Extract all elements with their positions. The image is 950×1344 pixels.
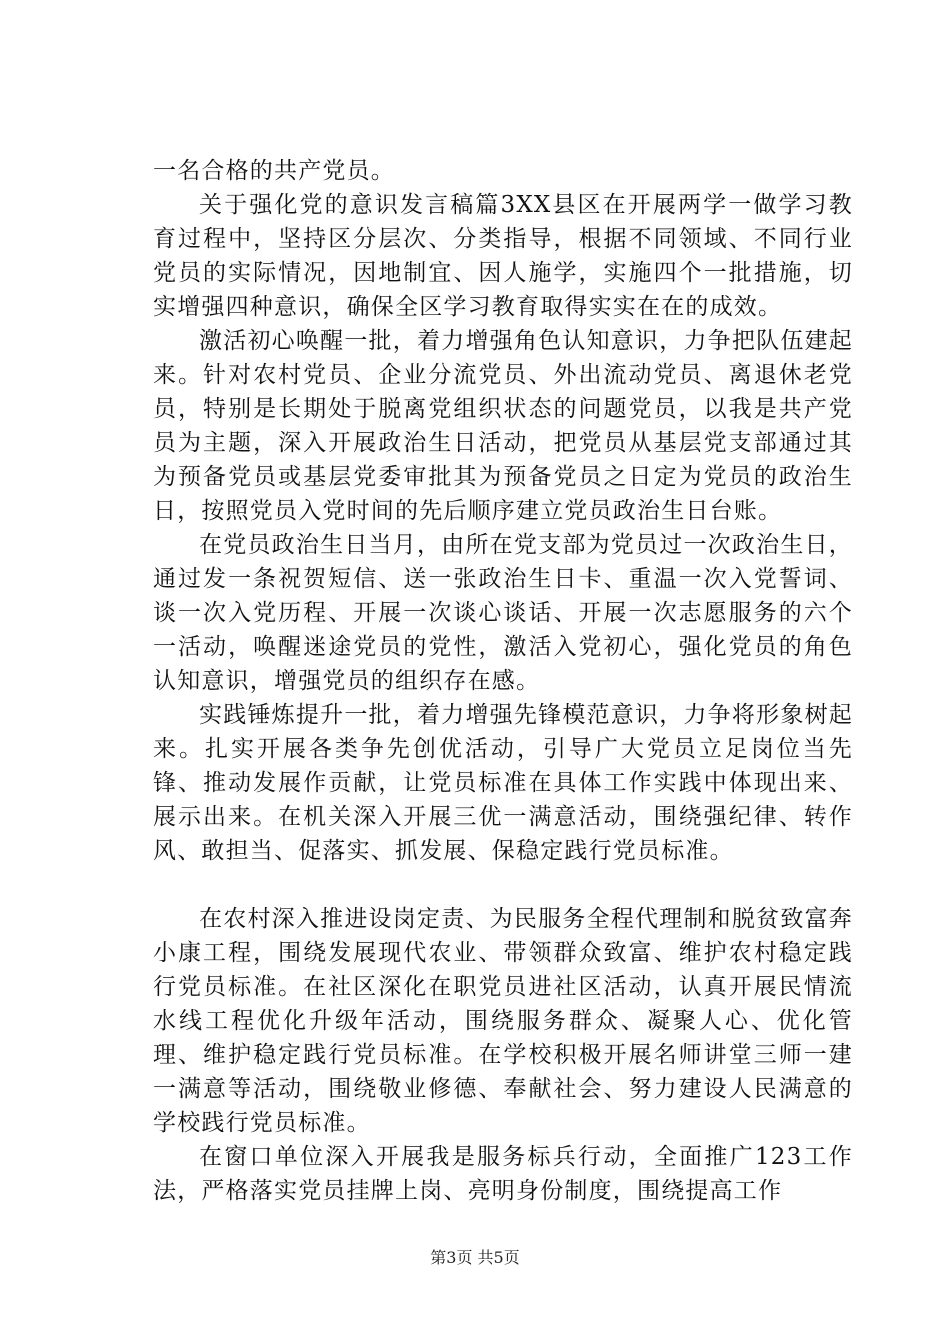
page-number-footer: 第3页 共5页 [430,1248,520,1267]
paragraph-window-units: 在窗口单位深入开展我是服务标兵行动，全面推广123工作法，严格落实党员挂牌上岗、亮明身份制度，围绕提高工作 [153,1144,853,1204]
paragraph-awaken: 激活初心唤醒一批，着力增强角色认知意识，力争把队伍建起来。针对农村党员、企业分流党员、外出流动党员、离退休老党员，特别是长期处于脱离党组织状态的问题党员，以我是共产党员为主题，深入开展政治生日活动，把党员从基层党支部通过其为预备党员或基层党委审批其为预备党员之日定为党员的政治生日，按照党员入党时间的先后顺序建立党员政治生日台账。 [153,328,853,524]
paragraph-continuation: 一名合格的共产党员。 [153,158,395,184]
paragraph-practice: 实践锤炼提升一批，着力增强先锋模范意识，力争将形象树起来。扎实开展各类争先创优活动，引导广大党员立足岗位当先锋、推动发展作贡献，让党员标准在具体工作实践中体现出来、展示出来。在机关深入开展三优一满意活动，围绕强纪律、转作风、敢担当、促落实、抓发展、保稳定践行党员标准。 [153,702,853,864]
paragraph-rural: 在农村深入推进设岗定责、为民服务全程代理制和脱贫致富奔小康工程，围绕发展现代农业、带领群众致富、维护农村稳定践行党员标准。在社区深化在职党员进社区活动，认真开展民情流水线工程优化升级年活动，围绕服务群众、凝聚人心、优化管理、维护稳定践行党员标准。在学校积极开展名师讲堂三师一建一满意等活动，围绕敬业修德、奉献社会、努力建设人民满意的学校践行党员标准。 [153,906,853,1136]
paragraph-intro: 关于强化党的意识发言稿篇3XX县区在开展两学一做学习教育过程中，坚持区分层次、分类指导，根据不同领域、不同行业党员的实际情况，因地制宜、因人施学，实施四个一批措施，切实增强四种意识，确保全区学习教育取得实实在在的成效。 [153,192,853,320]
paragraph-birthday: 在党员政治生日当月，由所在党支部为党员过一次政治生日，通过发一条祝贺短信、送一张政治生日卡、重温一次入党誓词、谈一次入党历程、开展一次谈心谈话、开展一次志愿服务的六个一活动，唤醒迷途党员的党性，激活入党初心，强化党员的角色认知意识，增强党员的组织存在感。 [153,532,853,694]
document-body [153,154,853,1208]
